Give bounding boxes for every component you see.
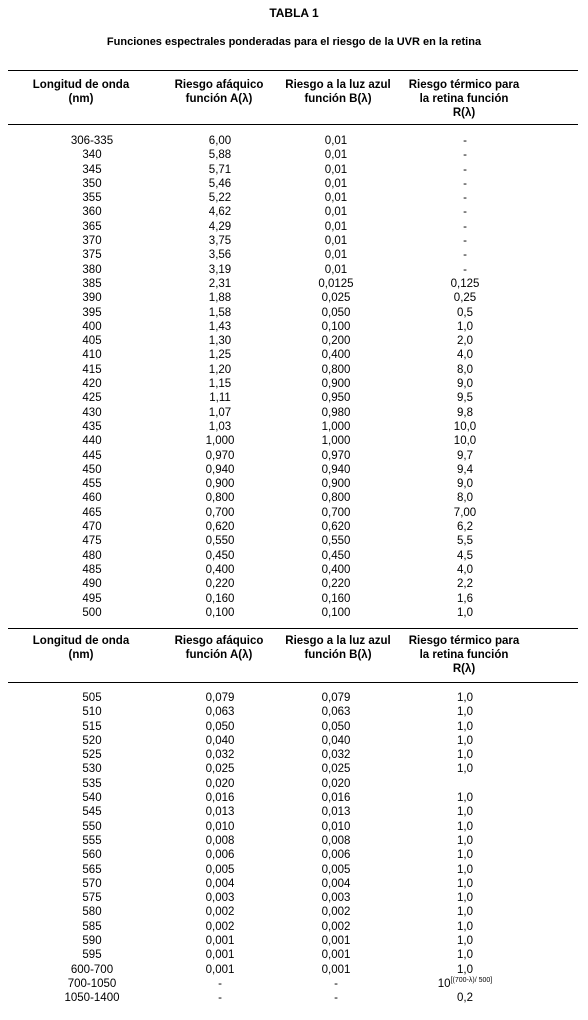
table-row	[0, 877, 588, 891]
table-cell: -	[463, 163, 467, 176]
table-cell: 1050-1400	[64, 992, 120, 1005]
table-row	[0, 563, 588, 577]
table-cell: 0,550	[321, 535, 351, 548]
table-cell: 2,31	[208, 277, 232, 290]
table-cell: 0,002	[321, 906, 351, 919]
table-row	[0, 220, 588, 234]
table-cell: 5,46	[208, 177, 232, 190]
table-cell: 1,0	[457, 935, 473, 948]
table-cell: 5,71	[208, 163, 232, 176]
table-cell: 0,0125	[318, 277, 354, 290]
table-row	[0, 791, 588, 805]
table-row	[0, 334, 588, 348]
table-cell: 0,25	[453, 292, 477, 305]
table-cell: 1,0	[457, 849, 473, 862]
table-cell: 0,01	[324, 135, 348, 147]
table-cell: 0,079	[321, 692, 351, 704]
table2-body	[0, 691, 588, 1006]
table-row	[0, 991, 588, 1005]
table-cell: 9,7	[457, 449, 473, 462]
table-cell: 430	[82, 406, 102, 419]
table-cell: -	[218, 992, 222, 1005]
table-cell: -	[463, 149, 467, 162]
table-row	[0, 377, 588, 391]
table-cell: 0,003	[321, 892, 351, 905]
table-cell: 0,001	[321, 949, 351, 962]
table-cell: 2,0	[457, 335, 473, 348]
table-cell: 1,0	[457, 906, 473, 919]
table-cell: 0,01	[324, 235, 348, 248]
table-cell: 1,0	[457, 734, 473, 747]
table-cell: 1,88	[208, 292, 232, 305]
table-cell: 395	[82, 306, 102, 319]
table-cell: 1,0	[457, 763, 473, 776]
table-cell: 0,001	[321, 935, 351, 948]
table-cell: 415	[82, 363, 102, 376]
table-cell: 0,040	[205, 734, 235, 747]
table-cell: 460	[82, 492, 102, 505]
table-cell: 0,450	[205, 549, 235, 562]
table-cell: 540	[82, 792, 102, 805]
table-cell: 0,008	[321, 834, 351, 847]
table-row	[0, 348, 588, 362]
table-cell: 510	[82, 706, 102, 719]
table-row	[0, 306, 588, 320]
table-cell: 520	[82, 734, 102, 747]
table-cell: 465	[82, 506, 102, 519]
table-cell: 0,003	[205, 892, 235, 905]
table-row	[0, 934, 588, 948]
table-cell: 1,58	[208, 306, 232, 319]
table-cell: 10,0	[453, 435, 477, 448]
table-cell: 0,006	[205, 849, 235, 862]
table-cell: 3,56	[208, 249, 232, 262]
table-cell: 1,20	[208, 363, 232, 376]
table-cell: 0,004	[321, 877, 351, 890]
table-row	[0, 191, 588, 205]
table-cell: 0,020	[205, 777, 235, 790]
table-cell: 365	[82, 220, 102, 233]
table-cell: 360	[82, 206, 102, 219]
table-row	[0, 291, 588, 305]
table-cell: 1,25	[208, 349, 232, 362]
table-cell: 570	[82, 877, 102, 890]
table-row	[0, 762, 588, 776]
table-row	[0, 434, 588, 448]
table-cell: 0,004	[205, 877, 235, 890]
table-row	[0, 134, 588, 148]
table-row	[0, 391, 588, 405]
table-cell: 550	[82, 820, 102, 833]
table-cell: 0,400	[321, 563, 351, 576]
table-cell: 345	[82, 163, 102, 176]
table-cell: 10,0	[453, 420, 477, 433]
table-cell: 0,700	[321, 506, 351, 519]
table-cell: 0,200	[321, 335, 351, 348]
table-cell: 1,000	[321, 435, 351, 448]
table-cell: 390	[82, 292, 102, 305]
table-cell: -	[463, 249, 467, 262]
table-row	[0, 720, 588, 734]
table-cell: 1,0	[457, 963, 473, 976]
table-cell: 9,0	[457, 378, 473, 391]
table-cell: 0,900	[321, 478, 351, 491]
table-cell: 370	[82, 235, 102, 248]
header2-top-rule	[8, 628, 578, 629]
table-row	[0, 848, 588, 862]
table-row	[0, 263, 588, 277]
table-row	[0, 891, 588, 905]
table-row	[0, 748, 588, 762]
table-row	[0, 820, 588, 834]
table-cell: -	[463, 192, 467, 205]
table-cell: 0,01	[324, 249, 348, 262]
table-row	[0, 705, 588, 719]
table-cell: 595	[82, 949, 102, 962]
table-title: TABLA 1	[269, 6, 319, 20]
table-cell: 0,900	[321, 378, 351, 391]
table-cell: 4,5	[457, 549, 473, 562]
table-cell: 425	[82, 392, 102, 405]
table-cell: 545	[82, 806, 102, 819]
table-cell: 0,008	[205, 834, 235, 847]
table-cell: 445	[82, 449, 102, 462]
table-row	[0, 406, 588, 420]
table-cell: 8,0	[457, 492, 473, 505]
table-cell: 1,15	[208, 378, 232, 391]
table-cell	[413, 977, 517, 991]
table-cell: 525	[82, 749, 102, 762]
table-cell: 380	[82, 263, 102, 276]
table-cell: 0,010	[205, 820, 235, 833]
table-cell: 575	[82, 892, 102, 905]
table-row	[0, 520, 588, 534]
header2-wavelength: Longitud de onda (nm)	[32, 635, 130, 661]
table-cell: 1,0	[457, 806, 473, 819]
table-row	[0, 920, 588, 934]
table-row	[0, 163, 588, 177]
table-cell: 0,970	[321, 449, 351, 462]
table-row	[0, 363, 588, 377]
table-cell: 0,550	[205, 535, 235, 548]
table-cell: -	[334, 992, 338, 1005]
table-cell: 4,0	[457, 349, 473, 362]
table-cell: 485	[82, 563, 102, 576]
table-cell: 4,62	[208, 206, 232, 219]
table-row	[0, 592, 588, 606]
table-cell: 385	[82, 277, 102, 290]
table-cell: 495	[82, 592, 102, 605]
table-cell: 580	[82, 906, 102, 919]
table-cell: 555	[82, 834, 102, 847]
table-cell: 4,29	[208, 220, 232, 233]
table-cell: 0,050	[205, 720, 235, 733]
table-cell: 0,01	[324, 263, 348, 276]
table-cell: 7,00	[453, 506, 477, 519]
table-cell: 0,01	[324, 220, 348, 233]
table-cell: 350	[82, 177, 102, 190]
table-cell: 0,001	[205, 963, 235, 976]
table-cell: 0,220	[205, 578, 235, 591]
table-cell: 500	[82, 606, 102, 619]
header2-aphakic-risk: Riesgo afáquico función A(λ)	[174, 635, 264, 661]
table-cell: 1,0	[457, 820, 473, 833]
table-cell: 1,6	[457, 592, 473, 605]
table-row	[0, 534, 588, 548]
table-cell: 0,5	[457, 306, 473, 319]
table-cell: -	[218, 977, 222, 990]
table-cell: 0,940	[205, 463, 235, 476]
formula-exponent: [(700-λ)/ 500]	[450, 976, 493, 984]
table-cell: 340	[82, 149, 102, 162]
table-cell: 4,0	[457, 563, 473, 576]
table-cell: 0,620	[321, 521, 351, 534]
table-cell: 1,0	[457, 320, 473, 333]
table-cell: 535	[82, 777, 102, 790]
header-aphakic-risk: Riesgo afáquico función A(λ)	[174, 79, 264, 105]
table-row	[0, 449, 588, 463]
table-cell: 0,01	[324, 177, 348, 190]
table-cell: 0,016	[205, 792, 235, 805]
header-thermal-risk: Riesgo térmico para la retina función R(λ)	[408, 79, 520, 119]
table-cell: -	[463, 177, 467, 190]
table-cell: 0,450	[321, 549, 351, 562]
table-cell: 0,040	[321, 734, 351, 747]
table-cell: 0,002	[205, 906, 235, 919]
table-cell: 0,400	[205, 563, 235, 576]
table-cell: 0,01	[324, 163, 348, 176]
table-cell: 0,001	[205, 935, 235, 948]
table-cell: 0,001	[321, 963, 351, 976]
table-cell: 0,980	[321, 406, 351, 419]
table-cell: 0,100	[205, 606, 235, 619]
table-cell: 0,005	[205, 863, 235, 876]
table-cell: 700-1050	[67, 977, 117, 990]
table-cell: 1,43	[208, 320, 232, 333]
table-cell: 0,032	[205, 749, 235, 762]
table-row	[0, 277, 588, 291]
table-cell: 590	[82, 935, 102, 948]
table-cell: 410	[82, 349, 102, 362]
table-cell: 450	[82, 463, 102, 476]
table-cell: 5,5	[457, 535, 473, 548]
table-cell: -	[463, 235, 467, 248]
table-subtitle: Funciones espectrales ponderadas para el riesgo de la UVR en la retina	[106, 36, 482, 48]
table-cell: 515	[82, 720, 102, 733]
table-cell: 0,002	[205, 920, 235, 933]
table-cell: 6,2	[457, 521, 473, 534]
table-cell: 0,125	[450, 277, 480, 290]
table-cell: 0,001	[205, 949, 235, 962]
table-row	[0, 205, 588, 219]
table-cell: 505	[82, 692, 102, 704]
header-blue-light-risk: Riesgo a la luz azul función B(λ)	[285, 79, 391, 105]
table-row	[0, 234, 588, 248]
table-cell: 1,0	[457, 720, 473, 733]
table-row	[0, 606, 588, 620]
table-row	[0, 148, 588, 162]
table-cell: 475	[82, 535, 102, 548]
table-cell: 0,620	[205, 521, 235, 534]
table-cell: 0,079	[205, 692, 235, 704]
table-cell: 0,01	[324, 206, 348, 219]
table-cell: 0,006	[321, 849, 351, 862]
table-row	[0, 863, 588, 877]
table-cell: 400	[82, 320, 102, 333]
table-cell: 0,220	[321, 578, 351, 591]
table-cell: 0,063	[205, 706, 235, 719]
table-cell: 1,03	[208, 420, 232, 433]
table-cell: 0,032	[321, 749, 351, 762]
table-row	[0, 506, 588, 520]
table-cell: 1,0	[457, 606, 473, 619]
table-cell: 5,88	[208, 149, 232, 162]
table-cell: 3,75	[208, 235, 232, 248]
table-row	[0, 577, 588, 591]
table-cell: 0,900	[205, 478, 235, 491]
table-row	[0, 834, 588, 848]
header2-thermal-risk: Riesgo térmico para la retina función R(λ)	[408, 635, 520, 675]
table-row	[0, 177, 588, 191]
table-cell: 355	[82, 192, 102, 205]
table-cell: 1,11	[209, 392, 231, 405]
table-cell: 375	[82, 249, 102, 262]
table-cell: 9,0	[457, 478, 473, 491]
table-cell: 480	[82, 549, 102, 562]
table-cell: 560	[82, 849, 102, 862]
table-cell: 306-335	[70, 135, 114, 147]
table-cell: 0,013	[321, 806, 351, 819]
table-cell: 0,970	[205, 449, 235, 462]
table-cell: 455	[82, 478, 102, 491]
table-row	[0, 491, 588, 505]
table-cell: 1,0	[457, 692, 473, 704]
table-cell: 0,2	[457, 992, 473, 1005]
header-wavelength: Longitud de onda (nm)	[32, 79, 130, 105]
table-row	[0, 420, 588, 434]
table-cell: 600-700	[70, 963, 114, 976]
table-cell: 1,0	[457, 920, 473, 933]
table-cell: 0,013	[205, 806, 235, 819]
table-cell: -	[463, 263, 467, 276]
table-cell: 0,016	[321, 792, 351, 805]
table-cell: 9,4	[457, 463, 473, 476]
table-row	[0, 805, 588, 819]
table-cell: 0,800	[321, 363, 351, 376]
table-cell: 1,0	[457, 749, 473, 762]
table-cell: 0,01	[324, 192, 348, 205]
table-cell: 0,025	[321, 763, 351, 776]
table-cell: 470	[82, 521, 102, 534]
table-cell: 0,400	[321, 349, 351, 362]
table-cell: 0,050	[321, 306, 351, 319]
table-row	[0, 734, 588, 748]
table-cell: 8,0	[457, 363, 473, 376]
table-cell: 0,01	[324, 149, 348, 162]
table-cell: 440	[82, 435, 102, 448]
table-cell: 0,063	[321, 706, 351, 719]
table-cell: 1,0	[457, 863, 473, 876]
table1-body	[0, 134, 588, 620]
table-row	[0, 905, 588, 919]
table-cell: 405	[82, 335, 102, 348]
formula-base: 10	[437, 977, 451, 990]
table-cell: 5,22	[208, 192, 232, 205]
table-cell: 530	[82, 763, 102, 776]
table-cell: 1,0	[457, 792, 473, 805]
table-cell: -	[463, 135, 467, 147]
table-cell: 1,000	[321, 420, 351, 433]
table-cell: 0,100	[321, 606, 351, 619]
table-row	[0, 977, 588, 991]
header-top-rule	[8, 70, 578, 71]
table-cell: 0,940	[321, 463, 351, 476]
table-row	[0, 963, 588, 977]
table-cell: 1,0	[457, 892, 473, 905]
table-cell: -	[463, 220, 467, 233]
table-cell: 1,0	[457, 834, 473, 847]
table-cell: 0,025	[205, 763, 235, 776]
table-cell: 1,000	[205, 435, 235, 448]
header2-blue-light-risk: Riesgo a la luz azul función B(λ)	[285, 635, 391, 661]
table-cell: 1,0	[457, 877, 473, 890]
table-row	[0, 248, 588, 262]
table-cell: 435	[82, 420, 102, 433]
header2-bottom-rule	[8, 682, 578, 683]
table-cell: 1,0	[457, 949, 473, 962]
table-cell: 0,100	[321, 320, 351, 333]
table-cell: 2,2	[457, 578, 473, 591]
table-cell: 9,8	[457, 406, 473, 419]
table-cell: 0,002	[321, 920, 351, 933]
table-cell: 420	[82, 378, 102, 391]
table-cell: 490	[82, 578, 102, 591]
table-cell: 585	[82, 920, 102, 933]
table-row	[0, 463, 588, 477]
table-cell: 0,020	[321, 777, 351, 790]
table-cell: 1,0	[457, 706, 473, 719]
header-bottom-rule	[8, 124, 578, 125]
table-cell: 0,160	[321, 592, 351, 605]
table-cell: -	[334, 977, 338, 990]
table-cell: 0,700	[205, 506, 235, 519]
table-cell: 0,050	[321, 720, 351, 733]
table-cell: 1,07	[208, 406, 232, 419]
table-row	[0, 477, 588, 491]
table-cell: -	[463, 206, 467, 219]
table-cell: 0,950	[321, 392, 351, 405]
table-cell: 3,19	[208, 263, 232, 276]
table-cell: 0,160	[205, 592, 235, 605]
table-row	[0, 777, 588, 791]
table-row	[0, 320, 588, 334]
table-cell: 1,30	[208, 335, 232, 348]
table-cell: 0,010	[321, 820, 351, 833]
table-cell: 0,005	[321, 863, 351, 876]
table-cell: 0,800	[321, 492, 351, 505]
table-row	[0, 691, 588, 705]
table-cell: 0,800	[205, 492, 235, 505]
table-row	[0, 948, 588, 962]
table-cell: 9,5	[457, 392, 473, 405]
table-row	[0, 549, 588, 563]
table-cell: 565	[82, 863, 102, 876]
table-cell: 6,00	[208, 135, 232, 147]
table-cell: 0,025	[321, 292, 351, 305]
